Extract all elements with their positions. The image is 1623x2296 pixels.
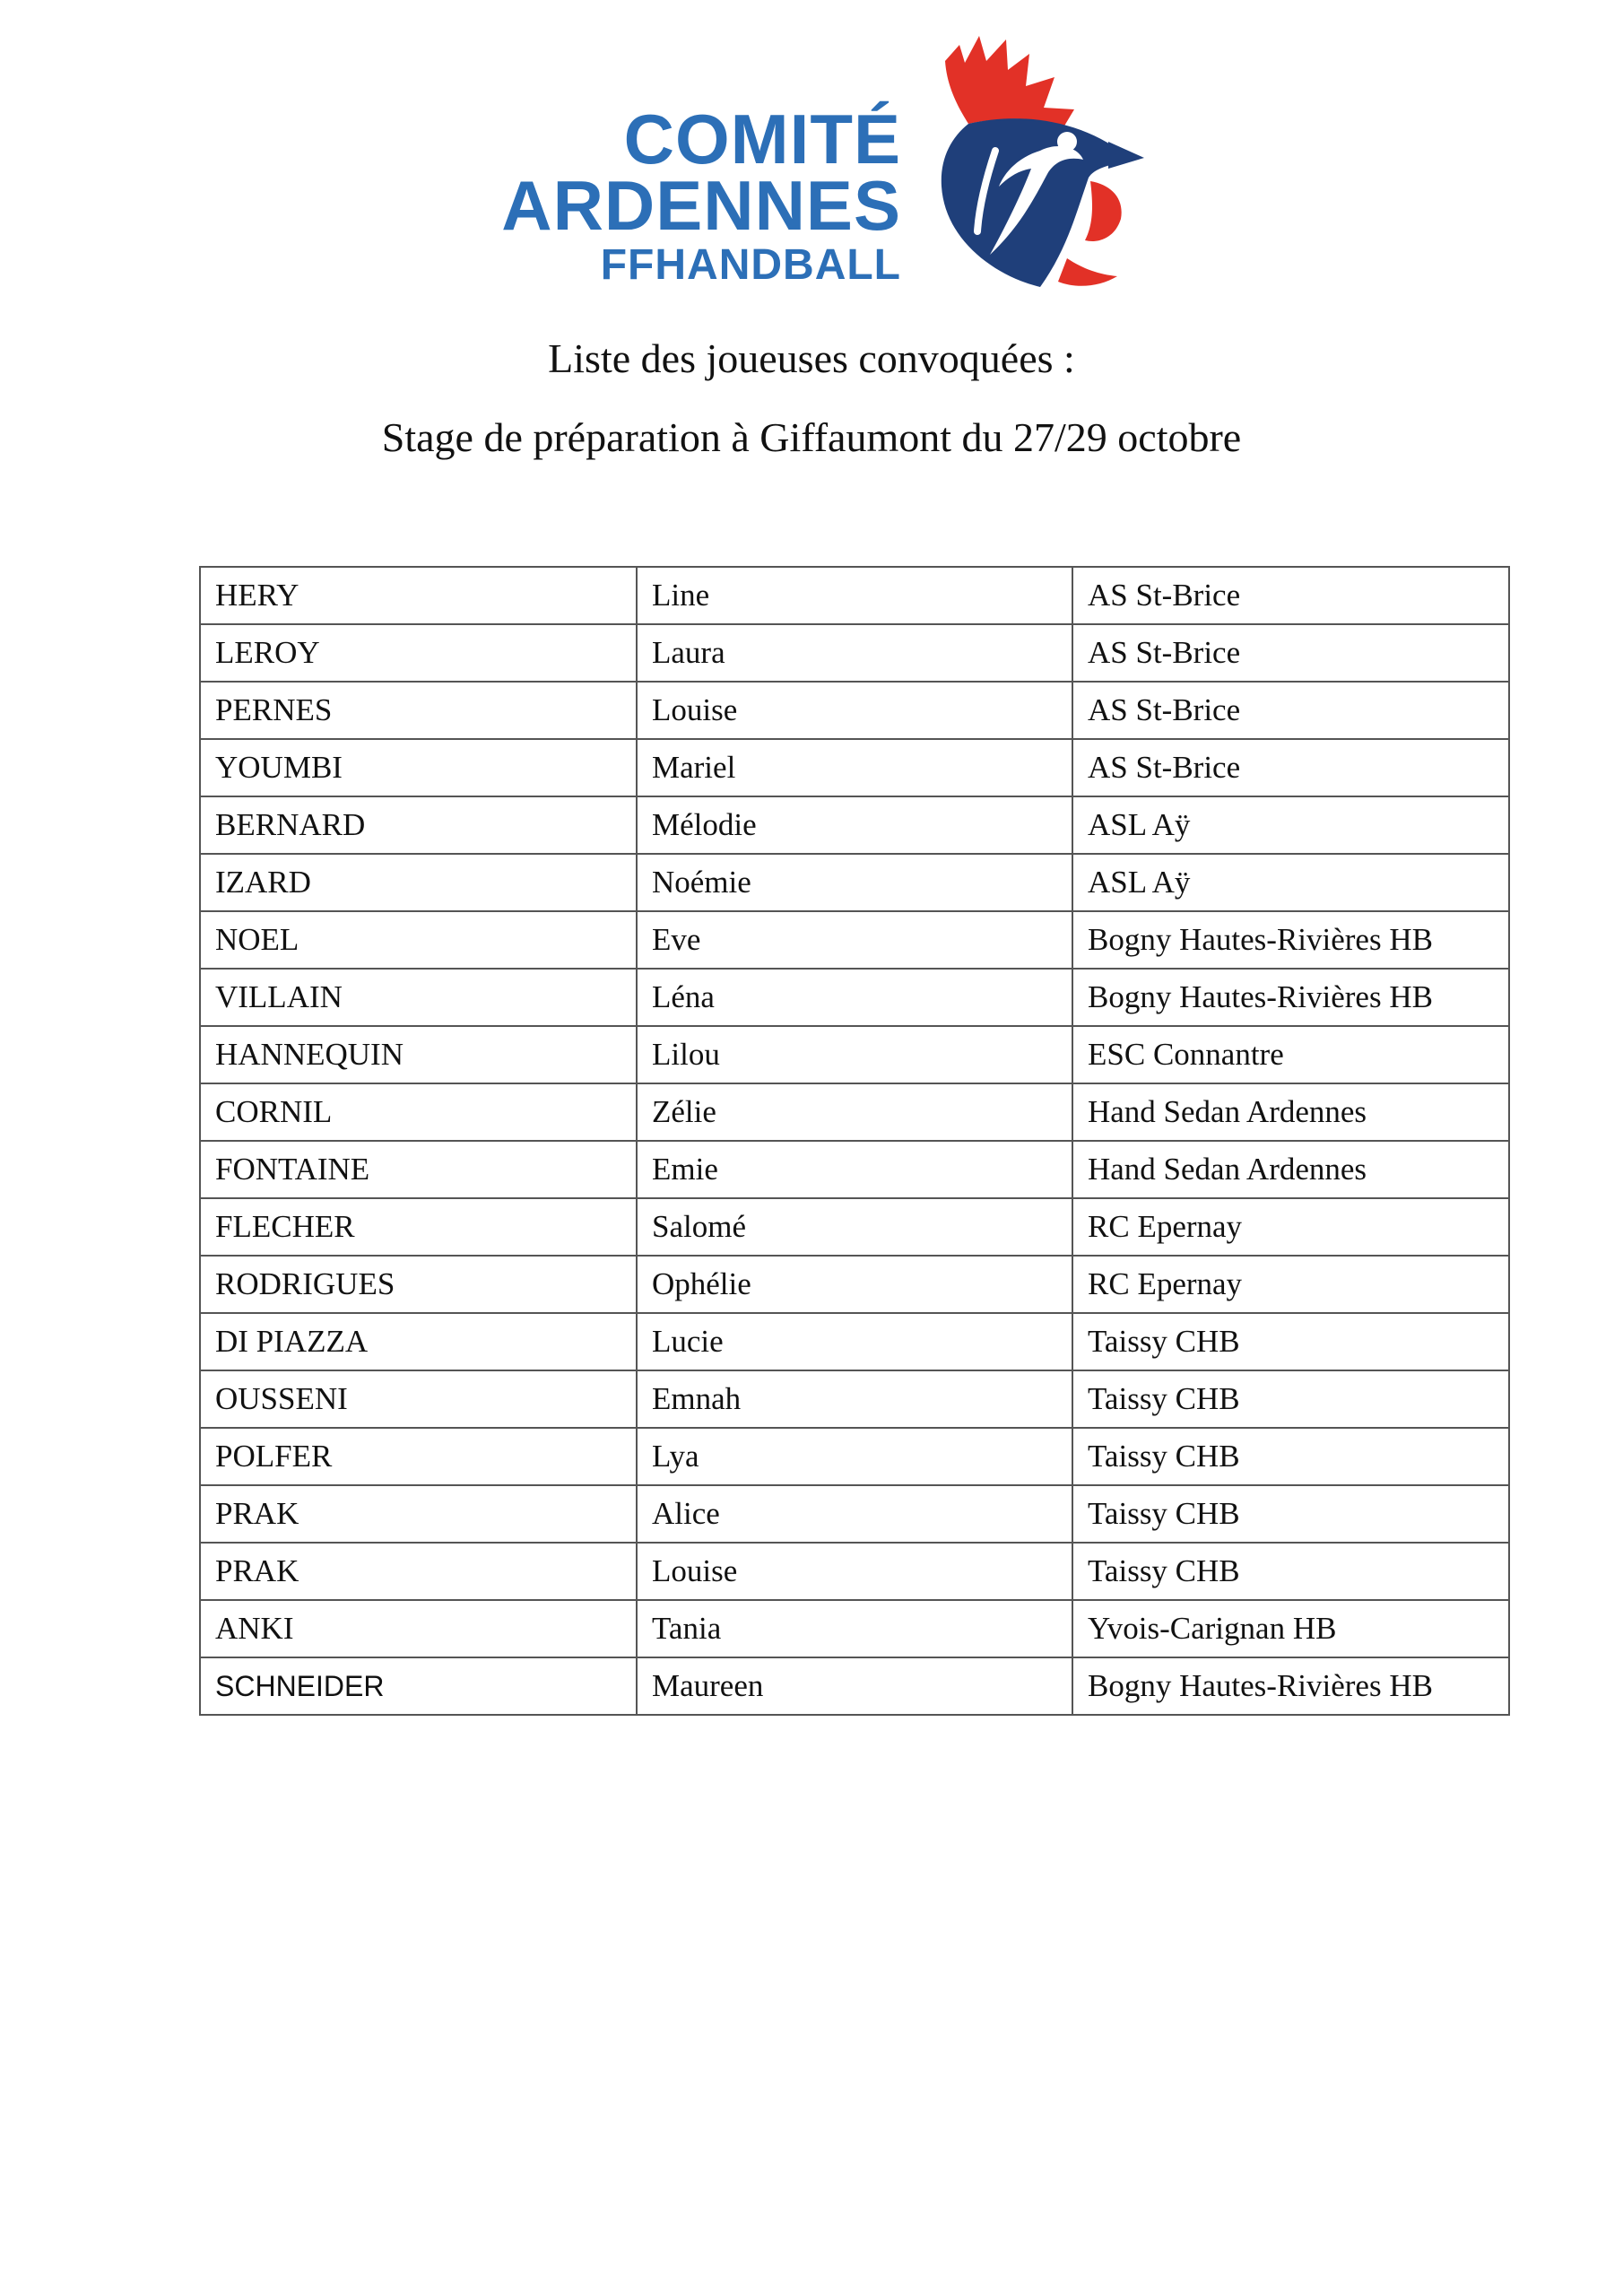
player-last-name: NOEL: [200, 911, 637, 969]
player-last-name: HANNEQUIN: [200, 1026, 637, 1083]
rooster-handball-icon: [933, 34, 1148, 294]
player-last-name: ANKI: [200, 1600, 637, 1657]
player-last-name: IZARD: [200, 854, 637, 911]
player-club: ESC Connantre: [1072, 1026, 1509, 1083]
player-first-name: Eve: [637, 911, 1072, 969]
table-row: [200, 1083, 1509, 1141]
table-row: [200, 969, 1509, 1026]
table-row: [200, 1026, 1509, 1083]
player-first-name: Maureen: [637, 1657, 1072, 1715]
player-club: RC Epernay: [1072, 1256, 1509, 1313]
player-last-name: CORNIL: [200, 1083, 637, 1141]
player-first-name: Mélodie: [637, 796, 1072, 854]
player-last-name: OUSSENI: [200, 1370, 637, 1428]
player-first-name: Line: [637, 567, 1072, 624]
table-row: [200, 1198, 1509, 1256]
player-last-name: YOUMBI: [200, 739, 637, 796]
player-first-name: Louise: [637, 1543, 1072, 1600]
player-last-name: POLFER: [200, 1428, 637, 1485]
player-last-name: FLECHER: [200, 1198, 637, 1256]
player-club: Taissy CHB: [1072, 1485, 1509, 1543]
player-first-name: Alice: [637, 1485, 1072, 1543]
table-row: [200, 1141, 1509, 1198]
player-club: RC Epernay: [1072, 1198, 1509, 1256]
player-last-name: PERNES: [200, 682, 637, 739]
logo-line-comite: COMITÉ: [623, 100, 901, 178]
player-first-name: Salomé: [637, 1198, 1072, 1256]
logo-line-ardennes: ARDENNES: [501, 166, 901, 245]
table-row: [200, 1485, 1509, 1543]
player-first-name: Emie: [637, 1141, 1072, 1198]
table-row: [200, 1370, 1509, 1428]
player-club: AS St-Brice: [1072, 624, 1509, 682]
comite-ardennes-logo: [466, 34, 1148, 294]
table-row: [200, 1428, 1509, 1485]
table-row: [200, 1543, 1509, 1600]
player-first-name: Mariel: [637, 739, 1072, 796]
table-row: [200, 739, 1509, 796]
player-first-name: Lya: [637, 1428, 1072, 1485]
player-last-name: BERNARD: [200, 796, 637, 854]
player-club: Bogny Hautes-Rivières HB: [1072, 969, 1509, 1026]
player-last-name: PRAK: [200, 1543, 637, 1600]
player-last-name: SCHNEIDER: [200, 1657, 637, 1715]
player-club: Hand Sedan Ardennes: [1072, 1141, 1509, 1198]
player-club: Bogny Hautes-Rivières HB: [1072, 1657, 1509, 1715]
player-club: Yvois-Carignan HB: [1072, 1600, 1509, 1657]
player-first-name: Noémie: [637, 854, 1072, 911]
table-row: [200, 854, 1509, 911]
player-first-name: Tania: [637, 1600, 1072, 1657]
player-first-name: Lucie: [637, 1313, 1072, 1370]
table-row: [200, 624, 1509, 682]
player-club: ASL Aÿ: [1072, 796, 1509, 854]
table-row: [200, 911, 1509, 969]
player-club: Taissy CHB: [1072, 1428, 1509, 1485]
player-club: Taissy CHB: [1072, 1313, 1509, 1370]
player-club: Taissy CHB: [1072, 1543, 1509, 1600]
player-first-name: Emnah: [637, 1370, 1072, 1428]
player-club: Taissy CHB: [1072, 1370, 1509, 1428]
player-first-name: Laura: [637, 624, 1072, 682]
player-club: AS St-Brice: [1072, 739, 1509, 796]
player-first-name: Ophélie: [637, 1256, 1072, 1313]
table-row: [200, 567, 1509, 624]
table-row: [200, 1256, 1509, 1313]
player-club: AS St-Brice: [1072, 682, 1509, 739]
page-subtitle: Stage de préparation à Giffaumont du 27/29 octobre: [381, 414, 1242, 460]
player-club: ASL Aÿ: [1072, 854, 1509, 911]
player-club: Hand Sedan Ardennes: [1072, 1083, 1509, 1141]
table-row: [200, 1600, 1509, 1657]
player-last-name: DI PIAZZA: [200, 1313, 637, 1370]
player-last-name: LEROY: [200, 624, 637, 682]
player-last-name: VILLAIN: [200, 969, 637, 1026]
player-first-name: Zélie: [637, 1083, 1072, 1141]
player-last-name: RODRIGUES: [200, 1256, 637, 1313]
table-row: [200, 1313, 1509, 1370]
players-table: [199, 566, 1510, 1716]
page-title: Liste des joueuses convoquées :: [548, 335, 1075, 381]
player-first-name: Louise: [637, 682, 1072, 739]
table-row: [200, 796, 1509, 854]
player-last-name: PRAK: [200, 1485, 637, 1543]
player-first-name: Lilou: [637, 1026, 1072, 1083]
player-club: Bogny Hautes-Rivières HB: [1072, 911, 1509, 969]
player-last-name: FONTAINE: [200, 1141, 637, 1198]
logo-line-ffhandball: FFHANDBALL: [600, 241, 901, 289]
table-row: [200, 682, 1509, 739]
table-row: [200, 1657, 1509, 1715]
logo-wordmark: [466, 100, 901, 292]
player-first-name: Léna: [637, 969, 1072, 1026]
player-last-name: HERY: [200, 567, 637, 624]
player-club: AS St-Brice: [1072, 567, 1509, 624]
